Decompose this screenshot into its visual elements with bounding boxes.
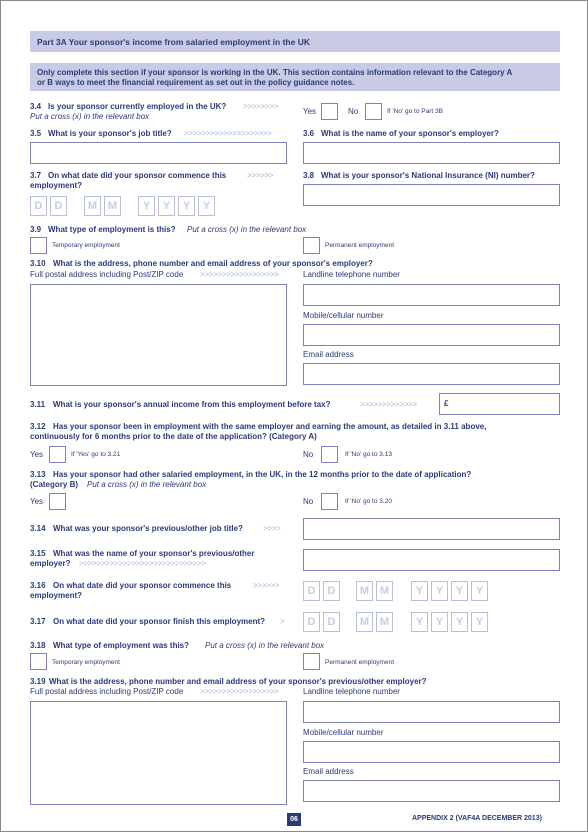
q313-hint: Put a cross (x) in the relevant box [87, 480, 207, 489]
previous-job-title-input[interactable] [303, 518, 560, 540]
q313-number: 3.13 [30, 470, 46, 479]
q319-mobile-label: Mobile/cellular number [303, 728, 384, 737]
q39-temporary-checkbox[interactable] [30, 237, 47, 254]
q310-address-label: Full postal address including Post/ZIP code [30, 270, 184, 279]
q310-number: 3.10 [30, 259, 46, 268]
q319-label: What is the address, phone number and email address of your sponsor's previous/other employer? [49, 677, 427, 686]
q34-no-note: If 'No' go to Part 3B [387, 108, 443, 115]
q316-year-4[interactable]: Y [471, 581, 488, 601]
q34-yes-label: Yes [303, 107, 317, 116]
q318-permanent-checkbox[interactable] [303, 653, 320, 670]
q316-label: On what date did your sponsor commence this [53, 581, 232, 590]
q39-temporary-label: Temporary employment [52, 242, 120, 249]
q312-no-checkbox[interactable] [321, 446, 338, 463]
q36-label: What is the name of your sponsor's employer? [321, 129, 499, 138]
q310-label: What is the address, phone number and email address of your sponsor's employer? [53, 259, 373, 268]
q310-mobile-label: Mobile/cellular number [303, 311, 384, 320]
q310-email-label: Email address [303, 350, 354, 359]
employer-address-input[interactable] [30, 284, 287, 386]
q312-yes-note: If 'Yes' go to 3.21 [71, 451, 121, 458]
q312-yes-checkbox[interactable] [49, 446, 66, 463]
q39-permanent-checkbox[interactable] [303, 237, 320, 254]
q37-number: 3.7 [30, 171, 42, 180]
previous-employer-mobile-input[interactable] [303, 741, 560, 763]
previous-employer-email-input[interactable] [303, 780, 560, 802]
q312-label-2: continuously for 6 months prior to the date of the application? (Category A) [30, 432, 317, 441]
q318-hint: Put a cross (x) in the relevant box [205, 641, 325, 650]
q35-arrows: >>>>>>>>>>>>>>>>>>>> [184, 129, 272, 138]
q311-number: 3.11 [30, 400, 46, 409]
q37-label: On what date did your sponsor commence this [48, 171, 227, 180]
previous-employer-landline-input[interactable] [303, 701, 560, 723]
q316-arrows: >>>>>> [253, 581, 280, 590]
q316-year-1[interactable]: Y [411, 581, 428, 601]
q319-number: 3.19 [30, 677, 46, 686]
q318-permanent-label: Permanent employment [325, 659, 395, 666]
q316-year-2[interactable]: Y [431, 581, 448, 601]
currency-symbol: £ [444, 399, 449, 408]
q317-month-2[interactable]: M [376, 612, 393, 632]
q319-arrows: >>>>>>>>>>>>>>>>>> [200, 687, 279, 696]
q316-day-2[interactable]: D [323, 581, 340, 601]
q312-yes-label: Yes [30, 450, 44, 459]
q37-year-2[interactable]: Y [158, 196, 175, 216]
q35-label: What is your sponsor's job title? [48, 129, 172, 138]
q37-arrows: >>>>>> [247, 171, 274, 180]
q317-year-2[interactable]: Y [431, 612, 448, 632]
q38-label: What is your sponsor's National Insurance (NI) number? [321, 171, 535, 180]
q310-arrows: >>>>>>>>>>>>>>>>>> [200, 270, 279, 279]
q34-no-checkbox[interactable] [365, 103, 382, 120]
q312-no-label: No [303, 450, 314, 459]
previous-employer-input[interactable] [303, 549, 560, 571]
q318-temporary-checkbox[interactable] [30, 653, 47, 670]
q37-month-2[interactable]: M [104, 196, 121, 216]
q317-month-1[interactable]: M [356, 612, 373, 632]
employer-email-input[interactable] [303, 363, 560, 385]
q316-label-2: employment? [30, 591, 83, 600]
q313-yes-checkbox[interactable] [49, 493, 66, 510]
page-number: 06 [287, 813, 301, 826]
q37-day-2[interactable]: D [50, 196, 67, 216]
q34-arrows: >>>>>>>> [243, 102, 278, 111]
q314-arrows: >>>> [263, 524, 281, 533]
q313-label: Has your sponsor had other salaried employment, in the UK, in the 12 months prior to the date of application? [53, 470, 472, 479]
q316-year-3[interactable]: Y [451, 581, 468, 601]
intro-line-2: or B ways to meet the financial requirement as set out in the policy guidance notes. [37, 78, 355, 87]
annual-income-input[interactable] [439, 393, 560, 415]
q312-no-note: If 'No' go to 3.13 [345, 451, 392, 458]
q314-label: What was your sponsor's previous/other job title? [53, 524, 243, 533]
q317-day-2[interactable]: D [323, 612, 340, 632]
q317-number: 3.17 [30, 617, 46, 626]
q316-month-1[interactable]: M [356, 581, 373, 601]
q37-day-1[interactable]: D [30, 196, 47, 216]
employer-mobile-input[interactable] [303, 324, 560, 346]
q318-temporary-label: Temporary employment [52, 659, 120, 666]
q317-arrows: > [280, 617, 285, 626]
q315-number: 3.15 [30, 549, 46, 558]
q39-hint: Put a cross (x) in the relevant box [187, 225, 307, 234]
q37-month-1[interactable]: M [84, 196, 101, 216]
q37-year-1[interactable]: Y [138, 196, 155, 216]
q35-number: 3.5 [30, 129, 42, 138]
q34-number: 3.4 [30, 102, 42, 111]
q37-year-3[interactable]: Y [178, 196, 195, 216]
q313-no-label: No [303, 497, 314, 506]
employer-name-input[interactable] [303, 142, 560, 164]
q317-year-1[interactable]: Y [411, 612, 428, 632]
q34-no-label: No [348, 107, 359, 116]
q37-label-2: employment? [30, 181, 83, 190]
q316-number: 3.16 [30, 581, 46, 590]
q317-label: On what date did your sponsor finish this employment? [53, 617, 266, 626]
q317-year-3[interactable]: Y [451, 612, 468, 632]
q34-hint: Put a cross (x) in the relevant box [30, 112, 150, 121]
job-title-input[interactable] [30, 142, 287, 164]
q36-number: 3.6 [303, 129, 315, 138]
q315-arrows: >>>>>>>>>>>>>>>>>>>>>>>>>>>>> [79, 559, 206, 568]
q316-month-2[interactable]: M [376, 581, 393, 601]
q313-label-2: (Category B) [30, 480, 79, 489]
q318-label: What type of employment was this? [53, 641, 190, 650]
q39-label: What type of employment is this? [48, 225, 176, 234]
q34-yes-checkbox[interactable] [321, 103, 338, 120]
q312-number: 3.12 [30, 422, 46, 431]
q317-day-1[interactable]: D [303, 612, 320, 632]
previous-employer-address-input[interactable] [30, 701, 287, 805]
q34-label: Is your sponsor currently employed in the UK? [48, 102, 227, 111]
q313-yes-label: Yes [30, 497, 44, 506]
q37-year-4[interactable]: Y [198, 196, 215, 216]
q319-address-label: Full postal address including Post/ZIP code [30, 687, 184, 696]
intro-banner [30, 63, 560, 91]
q311-label: What is your sponsor's annual income from this employment before tax? [53, 400, 331, 409]
q310-landline-label: Landline telephone number [303, 270, 400, 279]
q313-no-note: If 'No' go to 3.20 [345, 498, 392, 505]
appendix-reference: APPENDIX 2 (VAF4A DECEMBER 2013) [412, 815, 542, 822]
employer-landline-input[interactable] [303, 284, 560, 306]
section-title: Part 3A Your sponsor's income from salaried employment in the UK [37, 37, 310, 47]
q314-number: 3.14 [30, 524, 46, 533]
q319-landline-label: Landline telephone number [303, 687, 400, 696]
q311-arrows: >>>>>>>>>>>>> [360, 400, 417, 409]
q313-no-checkbox[interactable] [321, 493, 338, 510]
q315-label: What was the name of your sponsor's previous/other [53, 549, 255, 558]
q318-number: 3.18 [30, 641, 46, 650]
q38-number: 3.8 [303, 171, 315, 180]
q39-permanent-label: Permanent employment [325, 242, 395, 249]
intro-line-1: Only complete this section if your sponsor is working in the UK. This section contains information relevant to the Category A [37, 68, 513, 77]
q39-number: 3.9 [30, 225, 42, 234]
ni-number-input[interactable] [303, 184, 560, 206]
section-header [30, 31, 560, 52]
q319-email-label: Email address [303, 767, 354, 776]
q316-day-1[interactable]: D [303, 581, 320, 601]
q312-label: Has your sponsor been in employment with the same employer and earning the amount, as detailed in 3.11 above, [53, 422, 487, 431]
q315-label-2: employer? [30, 559, 71, 568]
q317-year-4[interactable]: Y [471, 612, 488, 632]
